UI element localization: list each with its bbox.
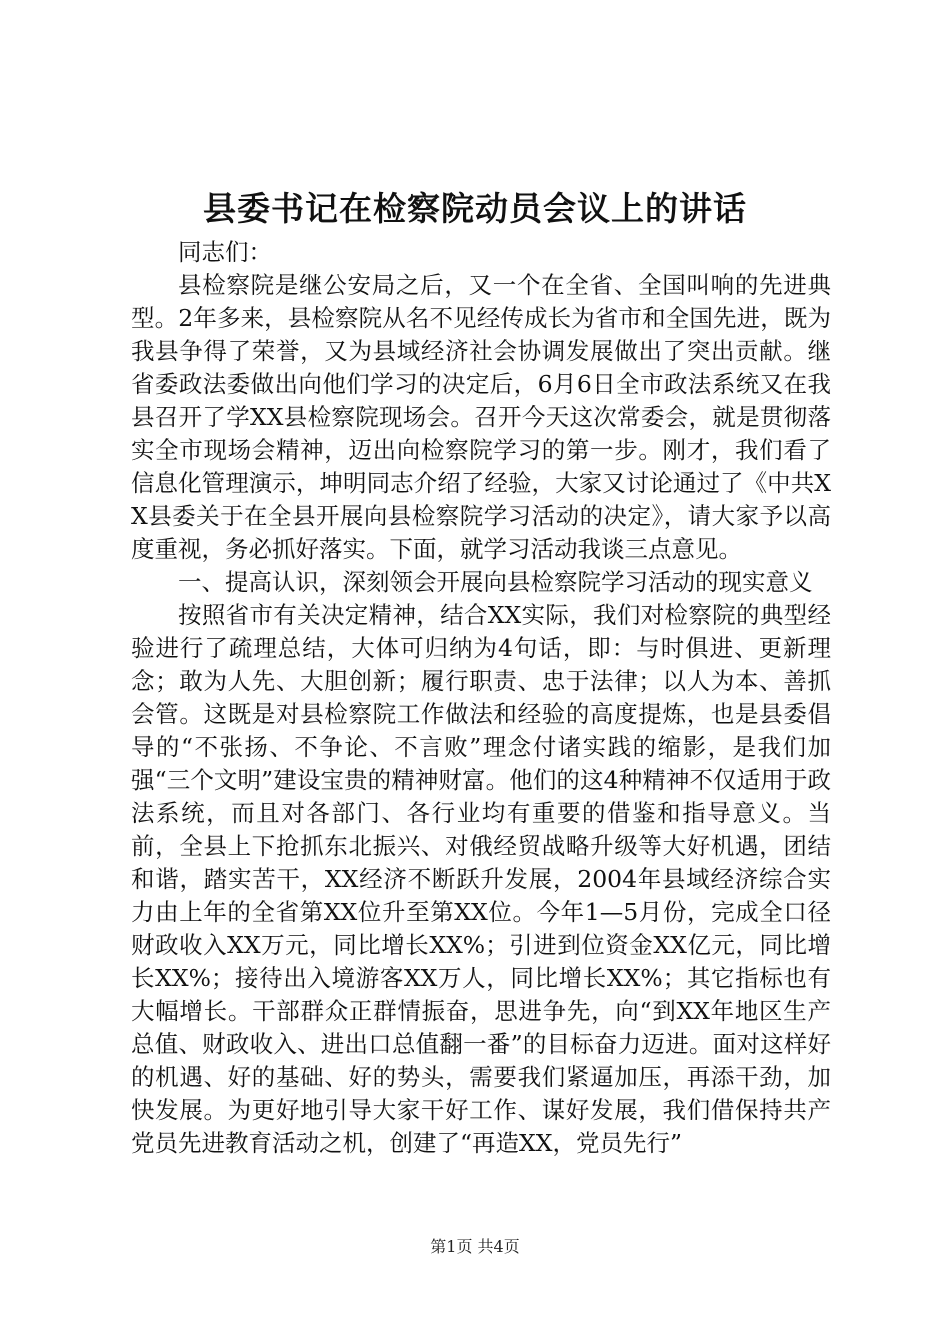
document-title: 县委书记在检察院动员会议上的讲话 [203, 189, 747, 228]
section-heading-1: 一、提高认识，深刻领会开展向县检察院学习活动的现实意义 [178, 568, 813, 596]
document-body [131, 236, 831, 1160]
paragraph-intro: 县检察院是继公安局之后，又一个在全省、全国叫响的先进典型。2年多来，县检察院从名不见经传成长为省市和全国先进，既为我县争得了荣誉，又为县域经济社会协调发展做出了突出贡献。继省委政法委做出向他们学习的决定后，6月6日全市政法系统又在我县召开了学XX县检察院现场会。召开今天这次常委会，就是贯彻落实全市现场会精神，迈出向检察院学习的第一步。刚才，我们看了信息化管理演示，坤明同志介绍了经验，大家又讨论通过了《中共XX县委关于在全县开展向县检察院学习活动的决定》，请大家予以高度重视，务必抓好落实。下面，就学习活动我谈三点意见。 [131, 271, 831, 563]
paragraph-section-1: 按照省市有关决定精神，结合XX实际，我们对检察院的典型经验进行了疏理总结，大体可归纳为4句话，即：与时俱进、更新理念；敢为人先、大胆创新；履行职责、忠于法律；以人为本、善抓会管。这既是对县检察院工作做法和经验的高度提炼，也是县委倡导的“不张扬、不争论、不言败”理念付诸实践的缩影，是我们加强“三个文明”建设宝贵的精神财富。他们的这4种精神不仅适用于政法系统，而且对各部门、各行业均有重要的借鉴和指导意义。当前，全县上下抢抓东北振兴、对俄经贸战略升级等大好机遇，团结和谐，踏实苦干，XX经济不断跃升发展，2004年县域经济综合实力由上年的全省第XX位升至第XX位。今年1—5月份，完成全口径财政收入XX万元，同比增长XX%；引进到位资金XX亿元，同比增长XX%；接待出入境游客XX万人，同比增长XX%；其它指标也有大幅增长。干部群众正群情振奋，思进争先，向“到XX年地区生产总值、财政收入、进出口总值翻一番”的目标奋力迈进。面对这样好的机遇、好的基础、好的势头，需要我们紧逼加压，再添干劲，加快发展。为更好地引导大家干好工作、谋好发展，我们借保持共产党员先进教育活动之机，创建了“再造XX，党员先行” [131, 601, 831, 1157]
page-number-footer: 第1页 共4页 [430, 1237, 520, 1256]
salutation: 同志们： [178, 238, 272, 266]
